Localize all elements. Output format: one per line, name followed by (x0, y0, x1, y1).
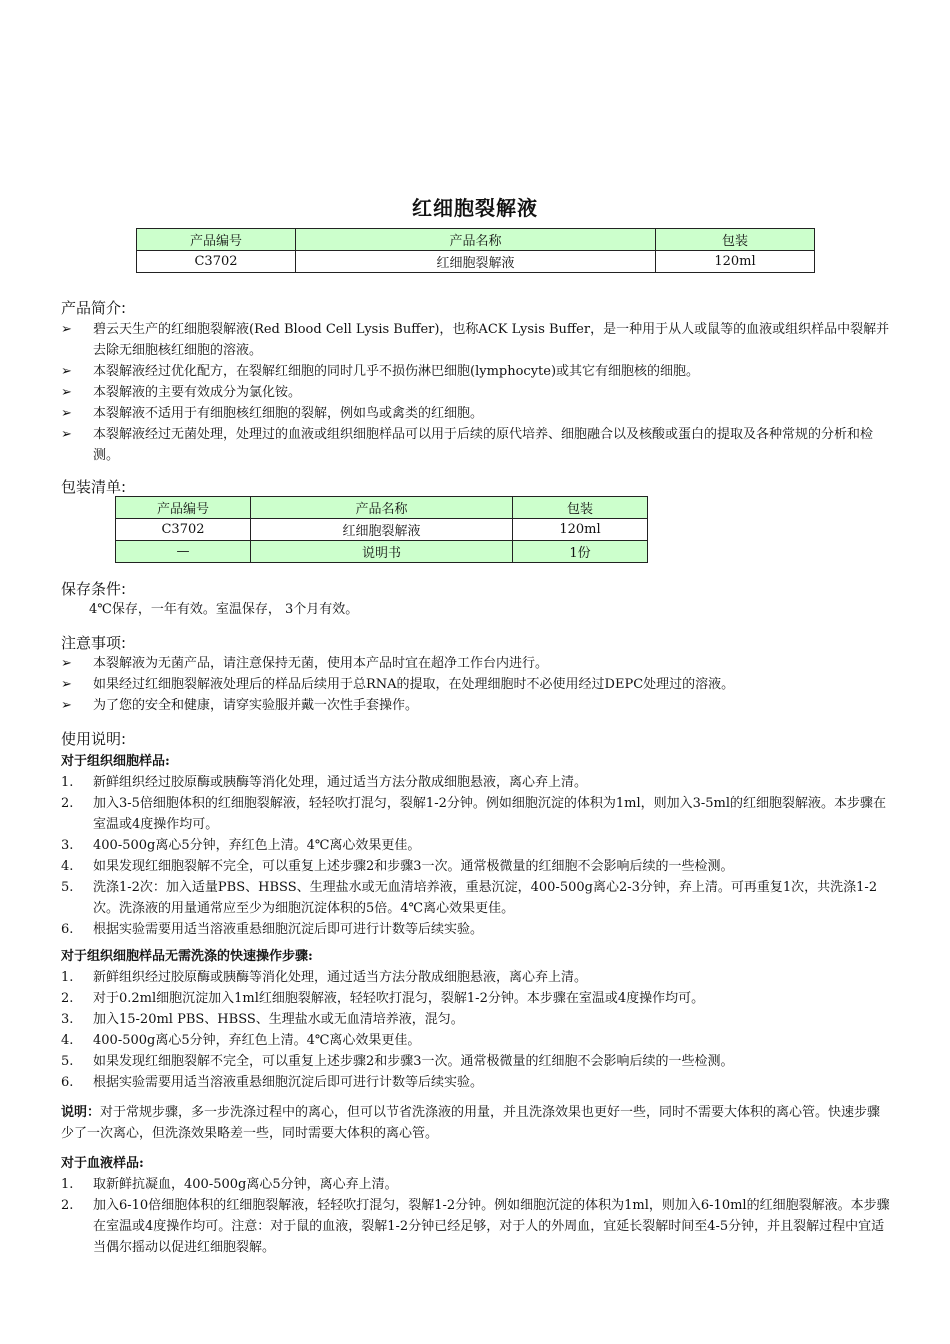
section-heading-notes: 注意事项: (61, 634, 127, 652)
step-item: 6. 根据实验需要用适当溶液重悬细胞沉淀后即可进行计数等后续实验。 (61, 922, 484, 937)
step-item: 2. 加入3-5倍细胞体积的红细胞裂解液，轻轻吹打混匀，裂解1-2分钟。例如细胞沉淀的体积为1ml，则加入3-5ml的红细胞裂解液。本步骤在室温或4度操作均可。 (61, 796, 887, 832)
bullet-icon: ➢ (61, 427, 72, 442)
storage-text: 4℃保存，一年有效。室温保存， 3个月有效。 (89, 602, 359, 617)
step-item: 1. 新鲜组织经过胶原酶或胰酶等消化处理，通过适当方法分散成细胞悬液，离心弃上清。 (61, 970, 588, 985)
list-item: ➢ 为了您的安全和健康，请穿实验服并戴一次性手套操作。 (61, 695, 891, 716)
step-item: 3. 400-500g离心5分钟，弃红色上清。4℃离心效果更佳。 (61, 838, 421, 853)
table-header-row (116, 497, 648, 519)
product-table (136, 228, 815, 273)
table-row (137, 251, 815, 273)
header-cell: 产品编号 (116, 497, 251, 519)
tissue-procedure (61, 751, 891, 940)
list-item: ➢ 本裂解液不适用于有细胞核红细胞的裂解，例如鸟或禽类的红细胞。 (61, 403, 891, 424)
step-item: 2. 对于0.2ml细胞沉淀加入1ml红细胞裂解液，轻轻吹打混匀，裂解1-2分钟。本步骤在室温或4度操作均可。 (61, 991, 705, 1006)
table-row (116, 541, 648, 563)
table-cell: 红细胞裂解液 (296, 251, 656, 273)
note-text: 对于常规步骤，多一步洗涤过程中的离心，但可以节省洗涤液的用量，并且洗涤效果也更好一些，同时不需要大体积的离心管。快速步骤少了一次离心，但洗涤效果略差一些，同时需要大体积的离心管。 (61, 1105, 881, 1141)
table-cell: C3702 (137, 251, 296, 273)
header-cell: 产品名称 (251, 497, 513, 519)
step-item: 1. 新鲜组织经过胶原酶或胰酶等消化处理，通过适当方法分散成细胞悬液，离心弃上清。 (61, 775, 588, 790)
notes-list (61, 653, 891, 716)
table-cell: 120ml (513, 519, 648, 541)
bullet-icon: ➢ (61, 698, 72, 713)
bullet-icon: ➢ (61, 656, 72, 671)
step-item: 4. 400-500g离心5分钟，弃红色上清。4℃离心效果更佳。 (61, 1033, 421, 1048)
bullet-icon: ➢ (61, 677, 72, 692)
section-heading-usage: 使用说明: (61, 730, 127, 748)
bullet-icon: ➢ (61, 364, 72, 379)
bullet-icon: ➢ (61, 406, 72, 421)
list-item: ➢ 碧云天生产的红细胞裂解液(Red Blood Cell Lysis Buffer)，也称ACK Lysis Buffer，是一种用于从人或鼠等的血液或组织样品中裂解并去除无细胞核红细胞的溶液。 (61, 319, 891, 361)
step-item: 6. 根据实验需要用适当溶液重悬细胞沉淀后即可进行计数等后续实验。 (61, 1075, 484, 1090)
subsection-title: 对于组织细胞样品无需洗涤的快速操作步骤: (61, 949, 313, 964)
note-label: 说明： (61, 1105, 101, 1120)
list-item: ➢ 本裂解液经过无菌处理，处理过的血液或组织细胞样品可以用于后续的原代培养、细胞融合以及核酸或蛋白的提取及各种常规的分析和检测。 (61, 424, 891, 466)
section-heading-intro: 产品简介: (61, 299, 127, 317)
table-cell: 说明书 (251, 541, 513, 563)
table-cell: C3702 (116, 519, 251, 541)
section-heading-storage: 保存条件: (61, 580, 127, 598)
header-cell: 包装 (656, 229, 815, 251)
step-item: 5. 洗涤1-2次：加入适量PBS、HBSS、生理盐水或无血清培养液，重悬沉淀，400-500g离心2-3分钟，弃上清。可再重复1次，共洗涤1-2次。洗涤液的用量通常应至少为细胞沉淀体积的5倍。4℃离心效果更佳。 (61, 880, 878, 916)
document-title: 红细胞裂解液 (412, 196, 538, 220)
list-item: ➢ 本裂解液经过优化配方，在裂解红细胞的同时几乎不损伤淋巴细胞(lymphocyte)或其它有细胞核的细胞。 (61, 361, 891, 382)
table-cell: 1份 (513, 541, 648, 563)
table-cell: — (116, 541, 251, 563)
bullet-icon: ➢ (61, 322, 72, 337)
packing-table (115, 496, 648, 563)
header-cell: 产品编号 (137, 229, 296, 251)
list-item: ➢ 如果经过红细胞裂解液处理后的样品后续用于总RNA的提取，在处理细胞时不必使用经过DEPC处理过的溶液。 (61, 674, 891, 695)
step-item: 4. 如果发现红细胞裂解不完全，可以重复上述步骤2和步骤3一次。通常极微量的红细胞不会影响后续的一些检测。 (61, 859, 734, 874)
step-item: 2. 加入6-10倍细胞体积的红细胞裂解液，轻轻吹打混匀，裂解1-2分钟。例如细胞沉淀的体积为1ml，则加入6-10ml的红细胞裂解液。本步骤在室温或4度操作均可。注意：对于鼠的血液，裂解1-2分钟已经足够，对于人的外周血，宜延长裂解时间至4-5分钟，并且裂解过程中宜适当偶尔摇动以促进红细胞裂解。 (61, 1198, 890, 1255)
blood-procedure (61, 1153, 891, 1258)
list-item: ➢ 本裂解液为无菌产品，请注意保持无菌，使用本产品时宜在超净工作台内进行。 (61, 653, 891, 674)
intro-list (61, 319, 891, 466)
subsection-title: 对于血液样品: (61, 1156, 144, 1171)
bullet-icon: ➢ (61, 385, 72, 400)
step-item: 3. 加入15-20ml PBS、HBSS、生理盐水或无血清培养液，混匀。 (61, 1012, 464, 1027)
step-item: 5. 如果发现红细胞裂解不完全，可以重复上述步骤2和步骤3一次。通常极微量的红细胞不会影响后续的一些检测。 (61, 1054, 734, 1069)
usage-note (61, 1102, 891, 1144)
section-heading-packing: 包装清单: (61, 478, 127, 496)
table-row (116, 519, 648, 541)
table-cell: 红细胞裂解液 (251, 519, 513, 541)
quick-procedure (61, 946, 891, 1093)
list-item: ➢ 本裂解液的主要有效成分为氯化铵。 (61, 382, 891, 403)
step-item: 1. 取新鲜抗凝血，400-500g离心5分钟，离心弃上清。 (61, 1177, 398, 1192)
header-cell: 包装 (513, 497, 648, 519)
table-cell: 120ml (656, 251, 815, 273)
header-cell: 产品名称 (296, 229, 656, 251)
subsection-title: 对于组织细胞样品: (61, 754, 170, 769)
table-header-row (137, 229, 815, 251)
